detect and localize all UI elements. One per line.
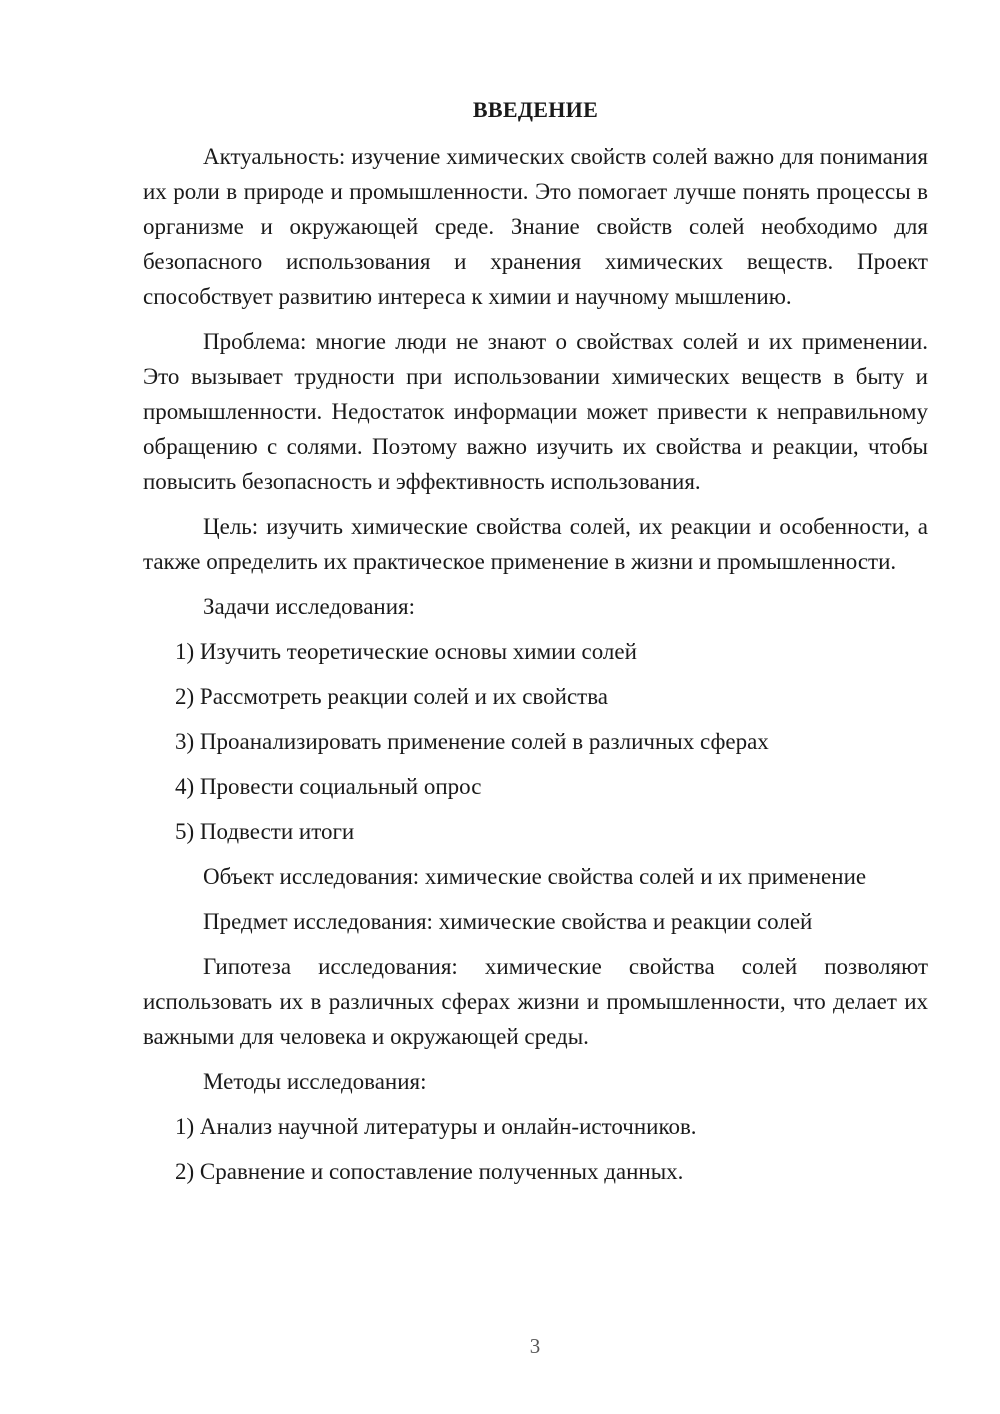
hypothesis-paragraph: Гипотеза исследования: химические свойства солей позволяют использовать их в различных сферах жизни и промышленности, что делает их важными для человека и окружающей среды. [143,954,928,1049]
document-body [143,95,928,1199]
goal-paragraph: Цель: изучить химические свойства солей, их реакции и особенности, а также определить их практическое применение в жизни и промышленности. [143,514,928,574]
page-number: 3 [529,1334,541,1358]
method-item: 1) Анализ научной литературы и онлайн-источников. [175,1114,697,1139]
problem-paragraph: Проблема: многие люди не знают о свойствах солей и их применении. Это вызывает трудности при использовании химических веществ в быту и промышленности. Недостаток информации может привести к неправильному обращению с солями. Поэтому важно изучить их свойства и реакции, чтобы повысить безопасность и эффективность использования. [143,329,928,494]
task-item: 2) Рассмотреть реакции солей и их свойства [175,684,608,709]
research-subject: Предмет исследования: химические свойства и реакции солей [203,909,813,934]
methods-heading: Методы исследования: [203,1069,427,1094]
task-item: 3) Проанализировать применение солей в различных сферах [175,729,769,754]
task-item: 1) Изучить теоретические основы химии солей [175,639,637,664]
task-item: 5) Подвести итоги [175,819,355,844]
relevance-paragraph: Актуальность: изучение химических свойств солей важно для понимания их роли в природе и промышленности. Это помогает лучше понять процессы в организме и окружающей среде. Знание свойств солей необходимо для безопасного использования и хранения химических веществ. Проект способствует развитию интереса к химии и научному мышлению. [143,144,928,309]
section-title: ВВЕДЕНИЕ [472,97,599,122]
research-object: Объект исследования: химические свойства солей и их применение [203,864,867,889]
task-item: 4) Провести социальный опрос [175,774,482,799]
method-item: 2) Сравнение и сопоставление полученных данных. [175,1159,684,1184]
tasks-heading: Задачи исследования: [203,594,416,619]
